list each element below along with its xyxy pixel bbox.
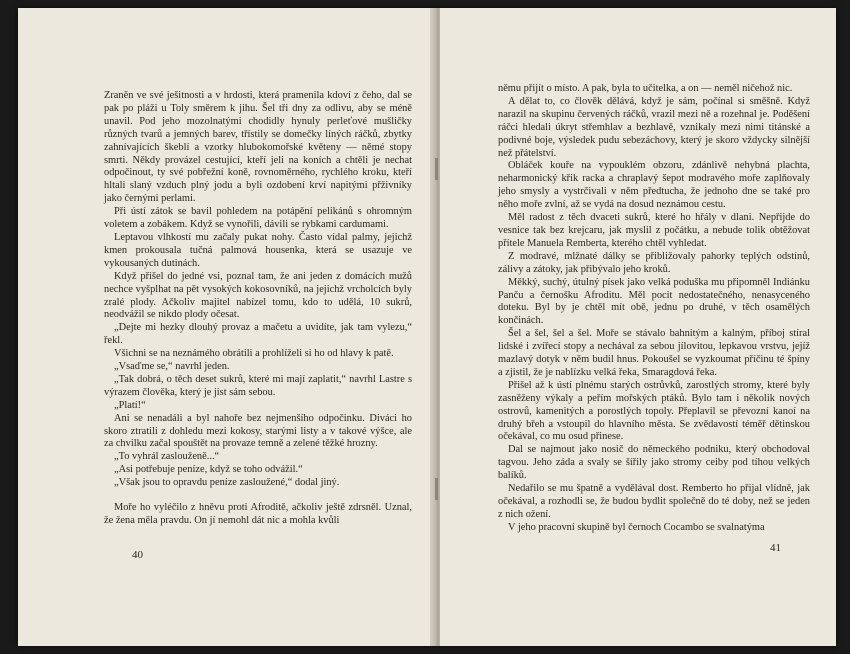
page-number-left: 40: [132, 549, 143, 561]
paragraph: Zraněn ve své ješitnosti a v hrdosti, která pramenila kdoví z čeho, dal se pak po pláži u Toly směrem k jihu. Šel tři dny za odlivu, aby se méně unavil. Pod jeho mozolnatými chodidly hynuly perleťové mušličky různých tvarů a jemných barev, třístily se domečky líných ráčků, zbytky zahnívajících škeblí a vzorky hlubokomořské květeny — němé stopy smrti. Někdy provázel cestující, kteří jeli na koních a chtěli je nechat odpočinout, ty své pobřežní koně, rovnoměrného, rychlého kroku, kteří hltali slaný vzduch plný jodu a byli ozdobení krví napitými přživníky jako černými perlami.: [104, 90, 412, 205]
paragraph: Měl radost z těch dvaceti sukrů, které ho hřály v dlani. Nepřijde do vesnice tak bez krejcaru, jak myslil z počátku, a nebude tolik obtěžovat přítele Manuela Remberta, kterého chtěl vyhledat.: [498, 212, 810, 249]
paragraph: „Tak dobrá, o těch deset sukrů, které mi mají zaplatit,“ navrhl Lastre s výrazem člověka, který je jist sám sebou.: [104, 373, 412, 398]
paragraph: Přišel až k ústí plnému starých ostrůvků, zarostlých stromy, které byly zasněženy výkaly a peřím mořských ptáků. Bylo tam i několik nových ostrovů, kamenitých a porostlých topoly. Přeplavil se převozní kanoí na druhý břeh a vstoupil do hlavního města. Se zvědavostí téměř dětinskou očekával, co mu osud přinese.: [498, 379, 810, 443]
paragraph: Šel a šel, šel a šel. Moře se stávalo bahnitým a kalným, příboj stíral lidské i zvířecí stopy a nechával za sebou jílovitou, lepkavou vrstvu, jejíž mazlavý dotyk v něm budil hnus. Pokoušel se vyzkoumat příčinu té špíny a zjistil, že je nablízku velká řeka, Smaragdová řeka.: [498, 328, 810, 378]
paragraph: Dal se najmout jako nosič do německého podniku, který obchodoval tagvou. Jeho záda a svaly se šířily jako stromy ceiby pod tíhou velkých balíků.: [498, 444, 810, 482]
paragraph: „Platí!“: [114, 399, 146, 411]
right-page-text: [498, 83, 810, 535]
paragraph: Obláček kouře na vypouklém obzoru, zdánlivě nehybná plachta, neharmonický křik racka a chraplavý šepot modravého moře zaplňovaly jeho smysly a vystrčivali v něm předtucha, že jednoho dne se také pro něho moře zvlní, až se vydá na dosud neznámou cestu.: [498, 160, 810, 211]
binding-stitch: [435, 158, 438, 180]
paragraph: Ani se nenadáli a byl nahoře bez nejmenšího odpočinku. Diváci ho skoro ztratili z dohledu mezi kokosy, starými listy a v takové výšce, ale za chvilku začal spouštět na provaze temně a zelené těžké hrozny.: [104, 412, 412, 450]
paragraph: „Vsaďme se,“ navrhl jeden.: [114, 361, 230, 373]
paragraph: Všichni se na neznámého obrátili a prohlíželi si ho od hlavy k patě.: [114, 348, 394, 360]
paragraph: V jeho pracovní skupině byl černoch Cocambo se svalnatýma: [508, 521, 765, 533]
page-number-right: 41: [770, 542, 781, 554]
paragraph: Nedařilo se mu špatně a vydělával dost. Remberto ho přijal vlídně, jak očekával, a rozhodli se, že budou bydlit společně do té doby, než se jeden z nich ožení.: [498, 483, 810, 520]
paragraph: Z modravé, mlžnaté dálky se přibližovaly pahorky teplých odstínů, zálivy a zátoky, jak přibývalo jeho kroků.: [498, 250, 810, 275]
paragraph: „To vyhrál zaslouženě...“: [114, 451, 220, 463]
left-page: [18, 8, 437, 646]
open-book: [18, 8, 836, 646]
binding-stitch: [435, 478, 438, 500]
paragraph: němu přijít o místo. A pak, byla to učitelka, a on — neměl ničehož nic.: [498, 83, 793, 94]
paragraph: Měkký, suchý, útulný písek jako velká poduška mu připomněl Indiánku Panču a černošku Afroditu. Měl pocit nedostatečného, nenasyceného doteku. Byl by je chtěl mít obě, jednu po druhé, v těch osamělých končinách.: [498, 276, 810, 327]
right-page: [440, 8, 836, 646]
left-page-text: [104, 90, 412, 528]
paragraph: „Však jsou to opravdu peníze zasloužené,“ dodal jiný.: [114, 477, 340, 489]
paragraph: Moře ho vyléčilo z hněvu proti Afroditě, ačkoliv ještě zdrsněl. Uznal, že žena měla pravdu. On jí nemohl dát nic a mohla kvůli: [104, 502, 412, 526]
paragraph: „Asi potřebuje peníze, když se toho odvážil.“: [114, 464, 303, 476]
paragraph: A dělat to, co člověk dělává, když je sám, počínal si směšně. Když narazil na skupinu červených ráčků, vrazil mezi ně a rozehnal je. Poděšení ráčci hledali úkryt střemhlav a bezhlavě, vznikaly mezi nimi titánské a podivné boje, výsledek pudu sebezáchovy, který je skoro vždycky silnější než přátelství.: [498, 95, 810, 159]
paragraph: „Dejte mi hezky dlouhý provaz a mačetu a uvidíte, jak tam vylezu,“ řekl.: [104, 322, 412, 347]
paragraph: Při ústí zátok se bavil pohledem na potápění pelikánů s ohromným voletem a zobákem. Když se vynořili, dávili se rybkami cardumami.: [104, 206, 412, 231]
paragraph: Leptavou vlhkostí mu začaly pukat nohy. Často vídal palmy, jejichž kmen prokousala tučná palmová housenka, která se usazuje ve vykousaných dutinách.: [104, 231, 412, 269]
paragraph: Když přišel do jedné vsi, poznal tam, že ani jeden z domácích mužů nechce vyšplhat na pět vysokých kokosovníků, na jejichž vrcholcích byly zralé plody. Ačkoliv majitel nabízel tomu, kdo to udělá, 10 sukrů, neodvážil se nikdo plody očesat.: [104, 270, 412, 321]
